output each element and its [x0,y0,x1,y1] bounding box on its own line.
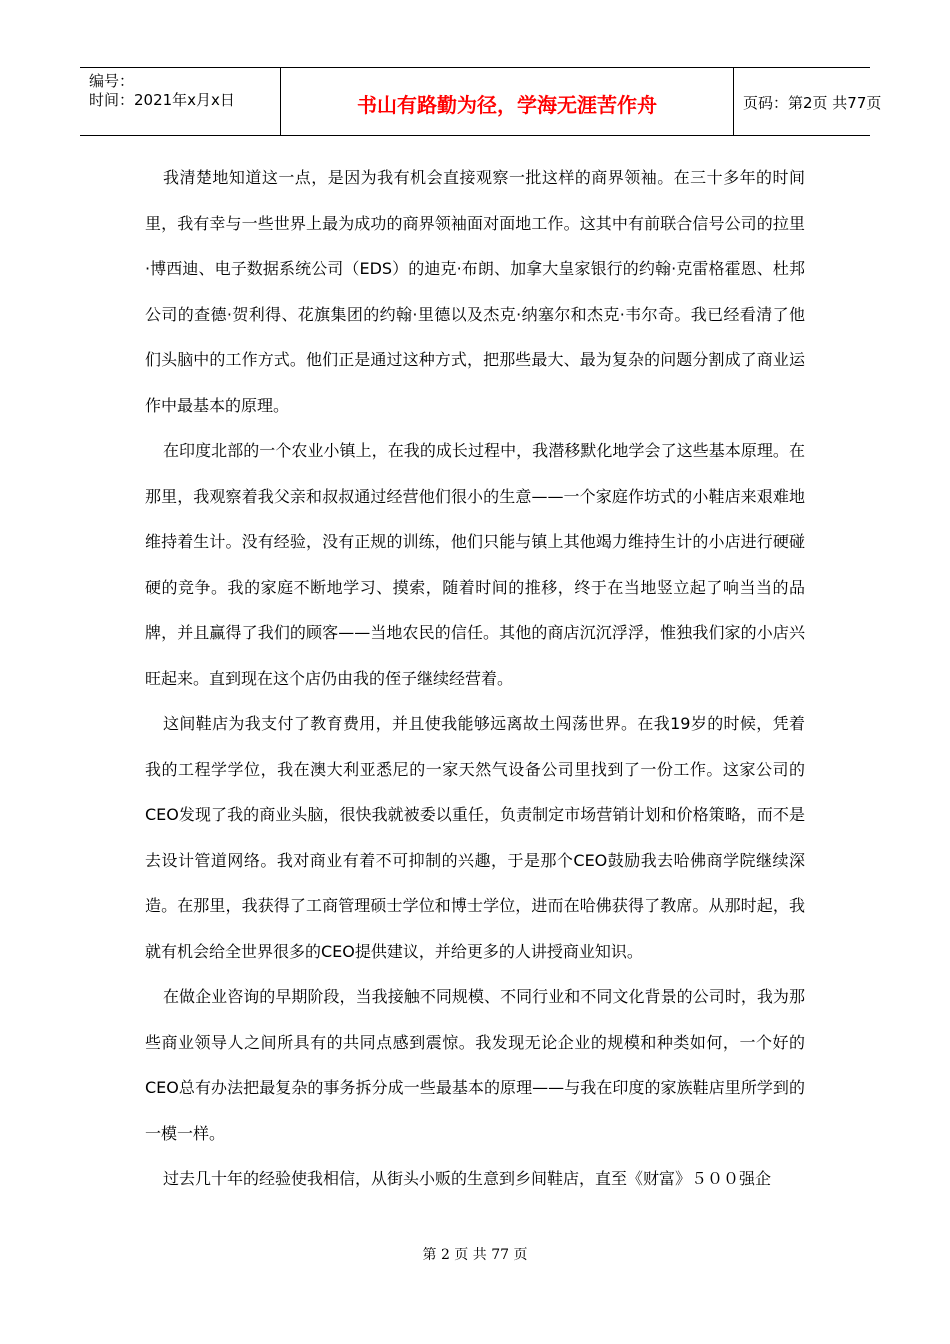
document-date: 时间：2021年x月x日 [89,91,235,109]
document-body [145,155,805,1202]
page-header [80,67,882,136]
paragraph: 在印度北部的一个农业小镇上，在我的成长过程中，我潜移默化地学会了这些基本原理。在那里，我观察着我父亲和叔叔通过经营他们很小的生意——一个家庭作坊式的小鞋店来艰难地维持着生计。没有经验，没有正规的训练，他们只能与镇上其他竭力维持生计的小店进行硬碰硬的竞争。我的家庭不断地学习、摸索，随着时间的推移，终于在当地竖立起了响当当的品牌，并且赢得了我们的顾客——当地农民的信任。其他的商店沉沉浮浮，惟独我们家的小店兴旺起来。直到现在这个店仍由我的侄子继续经营着。 [145,441,805,688]
header-left-cell [80,68,281,135]
header-motto: 书山有路勤为径，学海无涯苦作舟 [357,93,657,117]
header-page-cell [734,68,882,135]
document-number-label: 编号： [89,72,135,90]
page-footer: 第 2 页 共 77 页 [422,1247,528,1263]
header-motto-cell [281,68,734,135]
paragraph: 我清楚地知道这一点，是因为我有机会直接观察一批这样的商界领袖。在三十多年的时间里，我有幸与一些世界上最为成功的商界领袖面对面地工作。这其中有前联合信号公司的拉里·博西迪、电子数据系统公司（EDS）的迪克·布朗、加拿大皇家银行的约翰·克雷格霍恩、杜邦公司的查德·贺利得、花旗集团的约翰·里德以及杰克·纳塞尔和杰克·韦尔奇。我已经看清了他们头脑中的工作方式。他们正是通过这种方式，把那些最大、最为复杂的问题分割成了商业运作中最基本的原理。 [145,168,805,415]
paragraph: 在做企业咨询的早期阶段，当我接触不同规模、不同行业和不同文化背景的公司时，我为那些商业领导人之间所具有的共同点感到震惊。我发现无论企业的规模和种类如何，一个好的CEO总有办法把最复杂的事务拆分成一些最基本的原理——与我在印度的家族鞋店里所学到的一模一样。 [145,987,805,1143]
header-page-info: 页码：第2页 共77页 [743,94,882,112]
paragraph: 过去几十年的经验使我相信，从街头小贩的生意到乡间鞋店，直至《财富》５００强企 [163,1169,772,1188]
paragraph: 这间鞋店为我支付了教育费用，并且使我能够远离故土闯荡世界。在我19岁的时候，凭着我的工程学学位，我在澳大利亚悉尼的一家天然气设备公司里找到了一份工作。这家公司的CEO发现了我的商业头脑，很快我就被委以重任，负责制定市场营销计划和价格策略，而不是去设计管道网络。我对商业有着不可抑制的兴趣，于是那个CEO鼓励我去哈佛商学院继续深造。在那里，我获得了工商管理硕士学位和博士学位，进而在哈佛获得了教席。从那时起，我就有机会给全世界很多的CEO提供建议，并给更多的人讲授商业知识。 [145,714,805,961]
